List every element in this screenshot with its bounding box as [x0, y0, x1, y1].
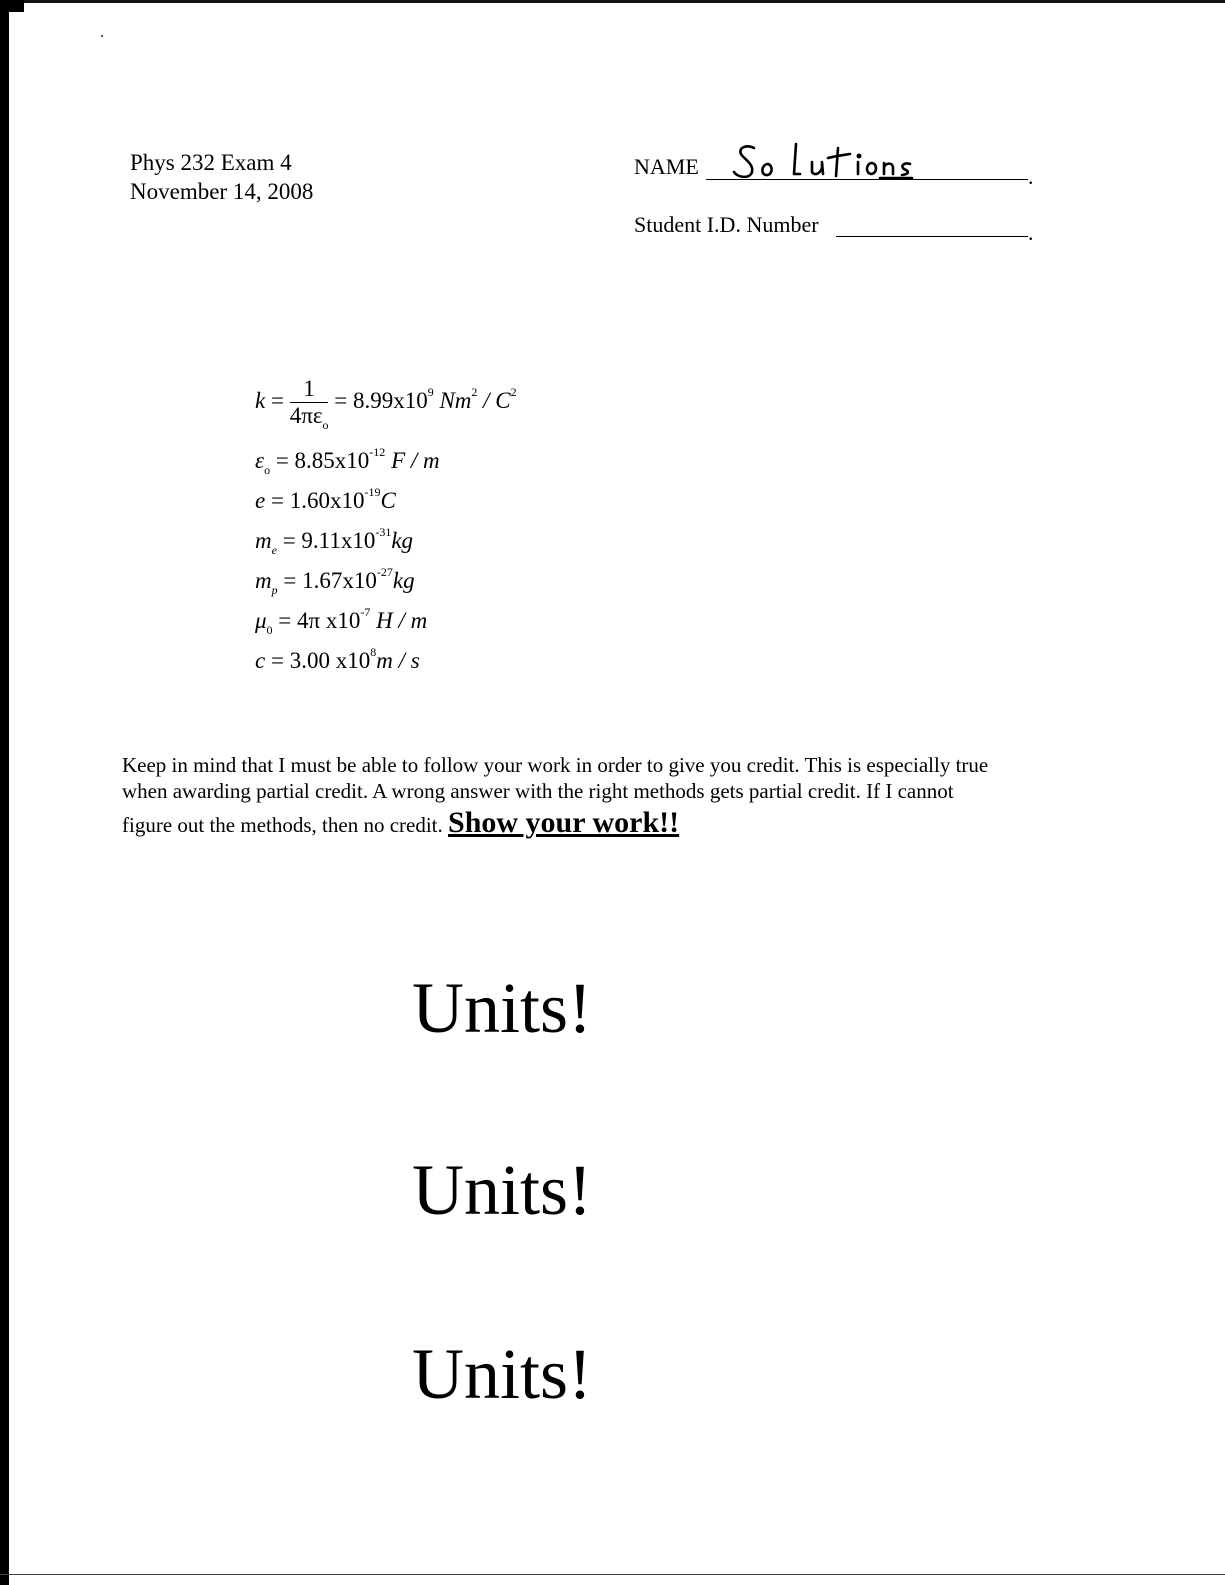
k-equals: = — [265, 387, 284, 413]
constant-c — [255, 645, 420, 674]
mu0-sub: 0 — [266, 623, 273, 637]
me-value: = 9.11x10 — [276, 528, 376, 553]
student-id-period: . — [1028, 220, 1034, 245]
k-numerator: 1 — [290, 376, 329, 403]
eps0-sub: o — [264, 463, 271, 477]
mp-sub: p — [271, 583, 278, 597]
constant-mp — [255, 565, 415, 597]
k-fraction — [289, 376, 329, 432]
e-symbol: e — [255, 488, 266, 513]
k-symbol: k — [255, 387, 266, 413]
me-symbol: m — [255, 528, 272, 553]
scan-edge-top — [0, 0, 1225, 3]
name-label: NAME — [634, 154, 699, 179]
k-exponent: 9 — [427, 384, 434, 399]
c-unit: m / s — [376, 648, 420, 673]
k-den-sub: o — [322, 418, 329, 432]
mp-exponent: -27 — [376, 565, 393, 579]
me-sub: e — [271, 543, 277, 557]
mu0-unit: H / m — [370, 608, 428, 633]
units-banner-1: Units! — [412, 968, 592, 1048]
k-value: = 8.99x10 — [328, 387, 428, 413]
scan-corner — [0, 0, 24, 12]
e-value: = 1.60x10 — [265, 488, 365, 513]
instructions-line-3: figure out the methods, then no credit. — [122, 813, 449, 837]
name-field — [634, 140, 1054, 189]
me-exponent: -31 — [375, 525, 392, 539]
k-unit: Nm — [433, 387, 472, 413]
eps0-unit: F / m — [385, 448, 440, 473]
mu0-symbol: μ — [255, 608, 267, 633]
k-unit2: / C — [477, 387, 511, 413]
scan-edge-left — [0, 0, 9, 1585]
units-banner-3: Units! — [412, 1334, 592, 1414]
constant-k — [255, 376, 517, 432]
name-period: . — [1028, 164, 1034, 189]
mp-symbol: m — [255, 568, 272, 593]
show-your-work-emphasis: Show your work!! — [448, 806, 680, 839]
c-value: = 3.00 x10 — [265, 648, 371, 673]
eps0-symbol: ε — [255, 448, 265, 473]
eps0-value: = 8.85x10 — [270, 448, 370, 473]
mp-value: = 1.67x10 — [277, 568, 377, 593]
course-line: Phys 232 Exam 4 — [130, 150, 292, 175]
c-exponent: 8 — [370, 645, 377, 659]
eps0-exponent: -12 — [369, 445, 386, 459]
handwritten-name — [732, 142, 922, 182]
mu0-value: = 4π x10 — [272, 608, 361, 633]
instructions-line-1: Keep in mind that I must be able to follow your work in order to give you credit. This is especially true — [122, 753, 989, 777]
student-id-label: Student I.D. Number — [634, 212, 819, 237]
exam-header — [130, 148, 313, 206]
units-banner-2: Units! — [412, 1150, 592, 1230]
student-id-underline — [836, 236, 1028, 237]
date-line: November 14, 2008 — [130, 179, 314, 204]
instructions-line-2: when awarding partial credit. A wrong answer with the right methods gets partial credit. If I cannot — [122, 779, 954, 803]
c-symbol: c — [255, 648, 266, 673]
student-id-field — [634, 212, 1054, 244]
constant-epsilon0 — [255, 445, 440, 477]
k-unit-exp: 2 — [471, 384, 478, 399]
e-exponent: -19 — [364, 485, 381, 499]
constant-mu0 — [255, 605, 428, 637]
instructions-paragraph — [122, 752, 1112, 838]
k-den-text: 4πε — [289, 403, 323, 428]
scan-speck — [101, 35, 103, 37]
constant-e — [255, 485, 396, 514]
instructions-line-3-wrap — [122, 806, 1112, 839]
e-unit: C — [380, 488, 396, 513]
scan-edge-bottom — [0, 1574, 1225, 1575]
k-unit2-exp: 2 — [510, 384, 517, 399]
mu0-exponent: -7 — [360, 605, 371, 619]
mp-unit: kg — [392, 568, 415, 593]
me-unit: kg — [391, 528, 414, 553]
k-denominator — [289, 403, 329, 432]
constant-me — [255, 525, 414, 557]
